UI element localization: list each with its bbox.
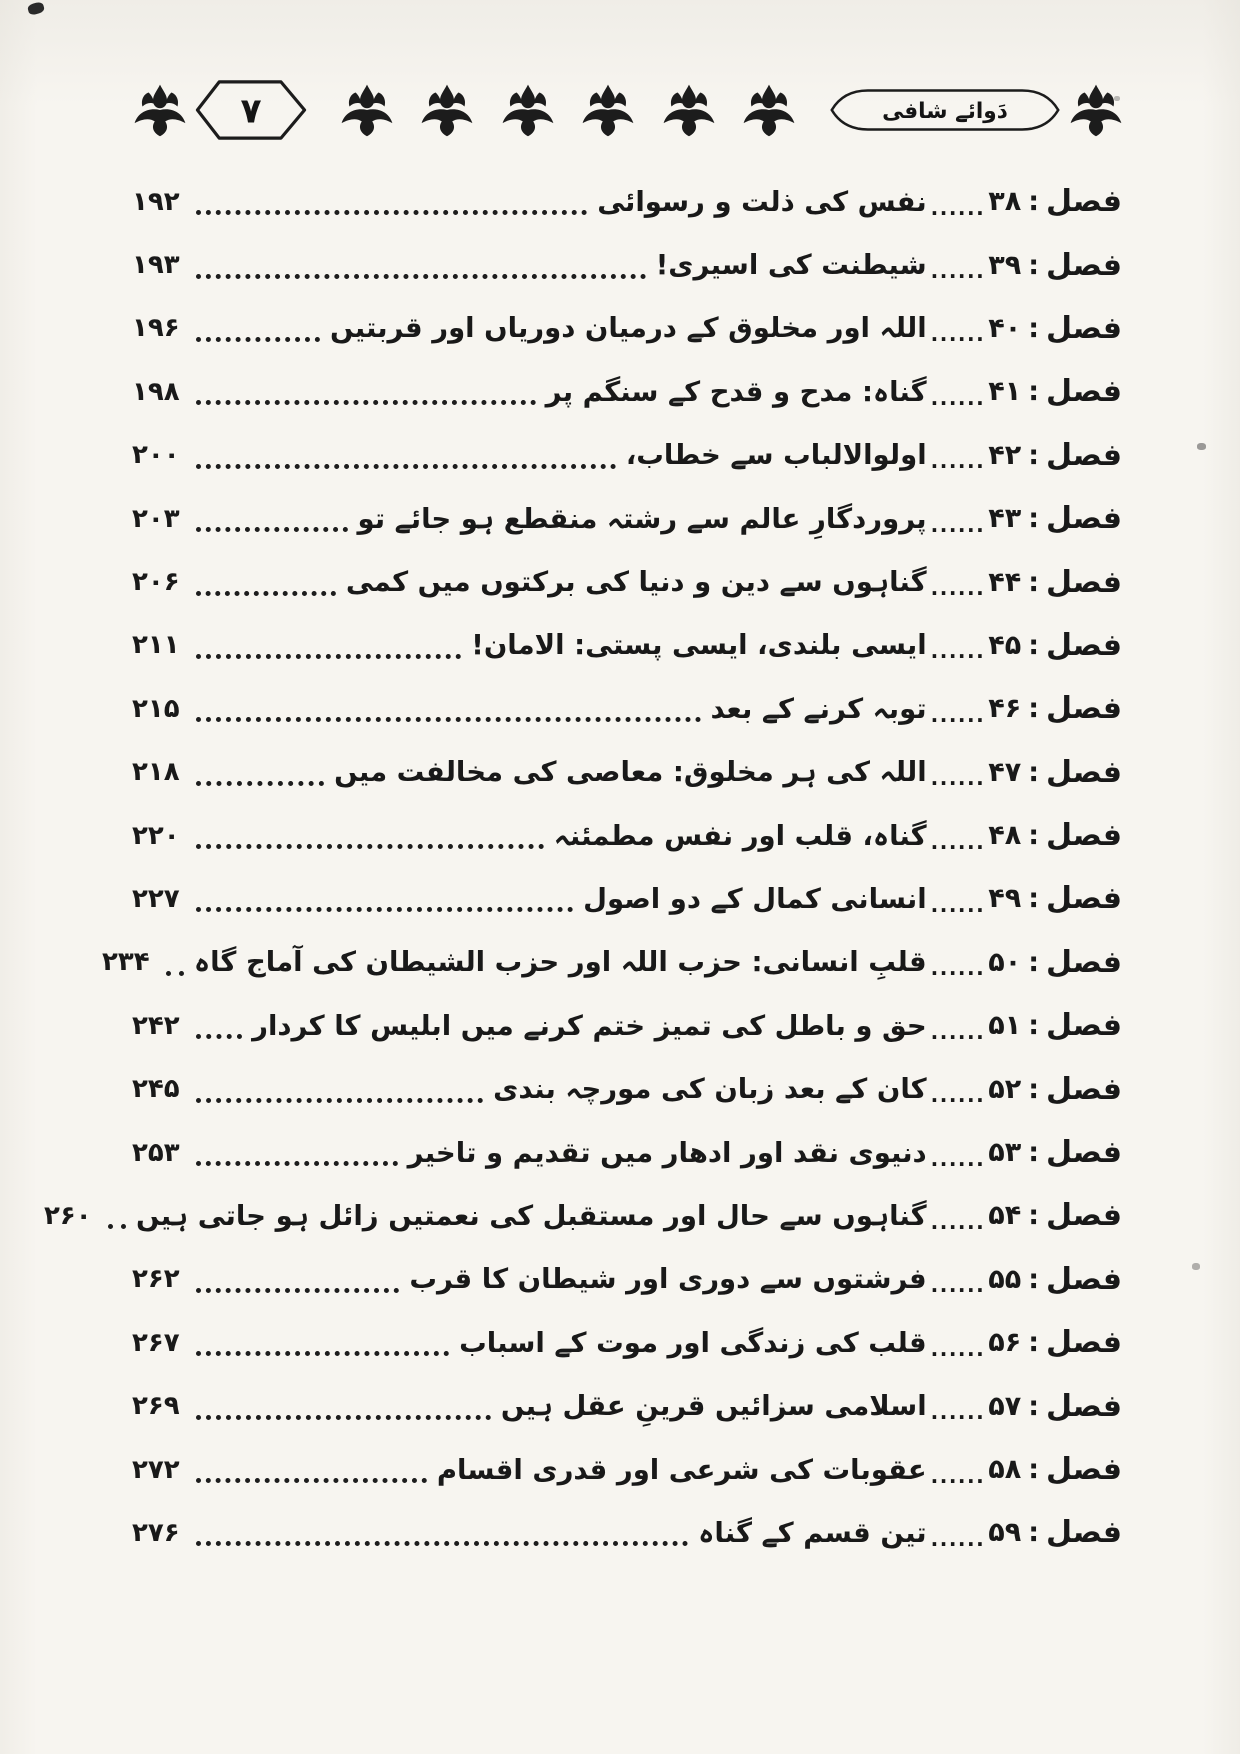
chapter-number: ۳۸ (988, 186, 1022, 218)
toc-entry (132, 297, 1122, 360)
entry-page: ۲۵۳ (132, 1137, 180, 1168)
entry-page: ۲۴۲ (132, 1010, 180, 1041)
entry-dots: ...... (930, 449, 986, 474)
entry-title: فرشتوں سے دوری اور شیطان کا قرب (409, 1263, 927, 1296)
entry-title: قلبِ انسانی: حزب اللہ اور حزب الشیطان کی آماج گاہ (193, 946, 927, 979)
entry-page: ۲۰۰ (132, 440, 180, 471)
scan-artifact (27, 1, 45, 16)
entry-dots: ...... (930, 1019, 986, 1044)
chapter-number: ۴۹ (988, 883, 1022, 915)
scan-artifact (1192, 1263, 1200, 1270)
page-header (132, 66, 1124, 154)
chapter-number: ۴۲ (988, 439, 1022, 471)
entry-title: انسانی کمال کے دو اصول (583, 882, 927, 915)
chapter-number: ۵۵ (988, 1263, 1022, 1295)
entry-page: ۲۱۱ (132, 630, 180, 661)
floral-ornament-icon (500, 77, 556, 143)
chapter-label: فصل (1046, 1261, 1122, 1297)
leader-dots (196, 464, 616, 469)
entry-dots: ...... (930, 322, 986, 347)
toc-entry (132, 487, 1122, 550)
chapter-number: ۴۳ (988, 503, 1022, 535)
entry-dots: ...... (930, 1146, 986, 1171)
page-number-badge (192, 74, 310, 146)
chapter-colon: : (1028, 503, 1040, 535)
chapter-number: ۳۹ (988, 249, 1022, 281)
floral-ornament-icon (741, 77, 797, 143)
chapter-label: فصل (1046, 1515, 1122, 1551)
chapter-colon: : (1028, 883, 1040, 915)
entry-page: ۲۷۶ (132, 1517, 180, 1548)
chapter-number: ۴۷ (988, 756, 1022, 788)
entry-page: ۲۶۹ (132, 1391, 180, 1422)
chapter-label: فصل (1046, 1325, 1122, 1361)
leader-dots (196, 781, 324, 786)
chapter-number: ۴۰ (988, 312, 1022, 344)
chapter-number: ۴۴ (988, 566, 1022, 598)
leader-dots (196, 1415, 491, 1420)
chapter-label: فصل (1046, 1198, 1122, 1234)
chapter-label: فصل (1046, 247, 1122, 283)
leader-dots (196, 844, 544, 849)
entry-title: اولوالالباب سے خطاب، (625, 439, 927, 472)
entry-title: گناہوں سے دین و دنیا کی برکتوں میں کمی (345, 566, 927, 599)
leader-dots (196, 1098, 483, 1103)
leader-dots (196, 337, 320, 342)
entry-page: ۱۹۲ (132, 186, 180, 217)
toc-entry (132, 614, 1122, 677)
chapter-label: فصل (1046, 818, 1122, 854)
entry-page: ۲۲۰ (132, 820, 180, 851)
entry-dots: ...... (930, 1526, 986, 1551)
chapter-number: ۵۳ (988, 1137, 1022, 1169)
toc-entry (132, 741, 1122, 804)
chapter-colon: : (1028, 1327, 1040, 1359)
chapter-label: فصل (1046, 1452, 1122, 1487)
chapter-colon: : (1028, 249, 1040, 281)
book-title-cartouche (826, 77, 1064, 143)
chapter-label: فصل (1046, 881, 1122, 917)
chapter-number: ۴۶ (988, 693, 1022, 725)
book-title: دَوائے شافی (882, 98, 1008, 124)
chapter-number: ۴۱ (988, 376, 1022, 408)
entry-title: گناہوں سے حال اور مستقبل کی نعمتیں زائل ہو جاتی ہیں (136, 1199, 927, 1232)
chapter-colon: : (1028, 186, 1040, 218)
leader-dots (196, 1478, 427, 1483)
page-number: ۷ (240, 91, 262, 132)
entry-page: ۲۷۲ (132, 1454, 180, 1485)
entry-dots: ...... (930, 956, 986, 981)
entry-title: اللہ کی ہر مخلوق: معاصی کی مخالفت میں (334, 756, 927, 789)
entry-title: نفس کی ذلت و رسوائی (597, 185, 927, 218)
toc-entry (132, 1121, 1122, 1184)
chapter-number: ۵۱ (988, 1010, 1022, 1042)
entry-page: ۱۹۳ (132, 250, 180, 281)
floral-ornament-icon (419, 77, 475, 143)
chapter-colon: : (1028, 566, 1040, 598)
leader-dots (196, 907, 573, 912)
chapter-colon: : (1028, 312, 1040, 344)
chapter-colon: : (1028, 1010, 1040, 1042)
entry-dots: ...... (930, 766, 986, 791)
entry-title: پروردگارِ عالم سے رشتہ منقطع ہو جائے تو (357, 502, 927, 535)
entry-page: ۲۴۵ (132, 1074, 180, 1105)
ornament-band (314, 77, 822, 143)
chapter-colon: : (1028, 1137, 1040, 1169)
floral-ornament-icon (132, 77, 188, 143)
toc-entry (132, 994, 1122, 1057)
chapter-number: ۵۷ (988, 1390, 1022, 1422)
chapter-label: فصل (1046, 627, 1122, 663)
entry-dots: ...... (930, 1273, 986, 1298)
entry-page: ۲۶۲ (132, 1264, 180, 1295)
toc-entry (132, 550, 1122, 613)
chapter-label: فصل (1046, 1388, 1122, 1424)
chapter-label: فصل (1046, 184, 1122, 220)
chapter-colon: : (1028, 1517, 1040, 1549)
entry-title: اسلامی سزائیں قرینِ عقل ہیں (500, 1390, 927, 1423)
toc-entry (44, 1184, 1122, 1247)
chapter-label: فصل (1046, 754, 1122, 790)
chapter-colon: : (1028, 693, 1040, 725)
toc-entry (132, 677, 1122, 740)
entry-title: قلب کی زندگی اور موت کے اسباب (459, 1326, 927, 1359)
chapter-label: فصل (1046, 1008, 1122, 1044)
chapter-number: ۵۴ (988, 1200, 1022, 1232)
floral-ornament-icon (661, 77, 717, 143)
entry-dots: ...... (930, 702, 986, 727)
leader-dots (196, 274, 646, 279)
entry-title: تین قسم کے گناہ (698, 1516, 927, 1549)
entry-dots: ...... (930, 1463, 986, 1488)
entry-dots: ...... (930, 1083, 986, 1108)
toc-entry (132, 867, 1122, 930)
chapter-label: فصل (1046, 944, 1122, 980)
leader-dots (196, 1161, 398, 1166)
entry-title: گناہ: مدح و قدح کے سنگم پر (545, 375, 927, 408)
chapter-colon: : (1028, 820, 1040, 852)
chapter-colon: : (1028, 1200, 1040, 1232)
chapter-label: فصل (1046, 691, 1122, 727)
leader-dots (196, 400, 536, 405)
leader-dots (196, 1351, 449, 1356)
chapter-label: فصل (1046, 1135, 1122, 1171)
entry-title: عقوبات کی شرعی اور قدری اقسام (436, 1453, 927, 1486)
entry-dots: ...... (930, 512, 986, 537)
floral-ornament-icon (339, 77, 395, 143)
leader-dots (196, 1034, 242, 1039)
entry-dots: ...... (930, 1209, 986, 1234)
toc-entry (132, 170, 1122, 233)
entry-page: ۲۱۵ (132, 693, 180, 724)
entry-dots: ...... (930, 195, 986, 220)
entry-title: شیطنت کی اسیری! (655, 249, 927, 282)
chapter-label: فصل (1046, 564, 1122, 600)
leader-dots (196, 654, 461, 659)
entry-title: گناہ، قلب اور نفس مطمئنہ (553, 819, 927, 852)
chapter-label: فصل (1046, 374, 1122, 410)
entry-page: ۲۶۷ (132, 1327, 180, 1358)
entry-dots: ...... (930, 892, 986, 917)
chapter-colon: : (1028, 1454, 1040, 1485)
chapter-colon: : (1028, 439, 1040, 471)
toc-entry (132, 1248, 1122, 1311)
chapter-label: فصل (1046, 310, 1122, 346)
entry-dots: ...... (930, 639, 986, 664)
floral-ornament-icon (580, 77, 636, 143)
entry-title: دنیوی نقد اور ادھار میں تقدیم و تاخیر (407, 1136, 927, 1169)
entry-title: حق و باطل کی تمیز ختم کرنے میں ابلیس کا کردار (252, 1009, 927, 1042)
leader-dots (166, 971, 184, 976)
leader-dots (108, 1224, 126, 1229)
leader-dots (196, 1288, 399, 1293)
chapter-colon: : (1028, 756, 1040, 788)
scan-artifact (1197, 443, 1206, 450)
chapter-colon: : (1028, 1390, 1040, 1422)
chapter-label: فصل (1046, 1071, 1122, 1107)
toc-entry (132, 1374, 1122, 1437)
entry-dots: ...... (930, 829, 986, 854)
chapter-number: ۴۸ (988, 820, 1022, 852)
leader-dots (196, 591, 336, 596)
chapter-number: ۵۹ (988, 1517, 1022, 1549)
chapter-colon: : (1028, 1073, 1040, 1105)
chapter-colon: : (1028, 1263, 1040, 1295)
chapter-label: فصل (1046, 501, 1122, 537)
chapter-number: ۵۶ (988, 1327, 1022, 1359)
leader-dots (196, 1541, 688, 1546)
entry-page: ۲۰۶ (132, 567, 180, 598)
toc-entry (132, 1501, 1122, 1564)
toc-entry (132, 804, 1122, 867)
entry-dots: ...... (930, 576, 986, 601)
toc-entry (132, 360, 1122, 423)
toc-entry (132, 1311, 1122, 1374)
leader-dots (196, 210, 587, 215)
chapter-number: ۵۲ (988, 1073, 1022, 1105)
floral-ornament-icon (1068, 77, 1124, 143)
chapter-colon: : (1028, 946, 1040, 978)
entry-dots: ...... (930, 1400, 986, 1425)
toc-entry (101, 931, 1122, 994)
toc-entry (132, 1057, 1122, 1120)
leader-dots (196, 717, 701, 722)
toc-entry (132, 1438, 1122, 1501)
entry-page: ۲۲۷ (132, 883, 180, 914)
entry-dots: ...... (930, 385, 986, 410)
entry-title: توبہ کرنے کے بعد (710, 692, 927, 725)
entry-page: ۲۱۸ (132, 757, 180, 788)
chapter-colon: : (1028, 629, 1040, 661)
toc-entry (132, 233, 1122, 296)
entry-dots: ...... (930, 259, 986, 284)
entry-page: ۲۳۴ (101, 947, 150, 978)
entry-title: اللہ اور مخلوق کے درمیان دوریاں اور قربتیں (330, 312, 927, 345)
toc-list (44, 170, 1122, 1565)
entry-title: ایسی بلندی، ایسی پستی: الامان! (471, 629, 927, 662)
entry-page: ۲۶۰ (44, 1200, 92, 1231)
chapter-label: فصل (1046, 437, 1122, 473)
chapter-number: ۵۰ (988, 946, 1022, 978)
entry-page: ۱۹۸ (132, 376, 180, 407)
chapter-number: ۵۸ (988, 1454, 1022, 1485)
chapter-colon: : (1028, 376, 1040, 408)
entry-title: کان کے بعد زبان کی مورچہ بندی (493, 1073, 927, 1106)
entry-dots: ...... (930, 1336, 986, 1361)
entry-page: ۱۹۶ (132, 313, 180, 344)
leader-dots (196, 527, 348, 532)
chapter-number: ۴۵ (988, 629, 1022, 661)
entry-page: ۲۰۳ (132, 503, 180, 534)
toc-entry (132, 424, 1122, 487)
